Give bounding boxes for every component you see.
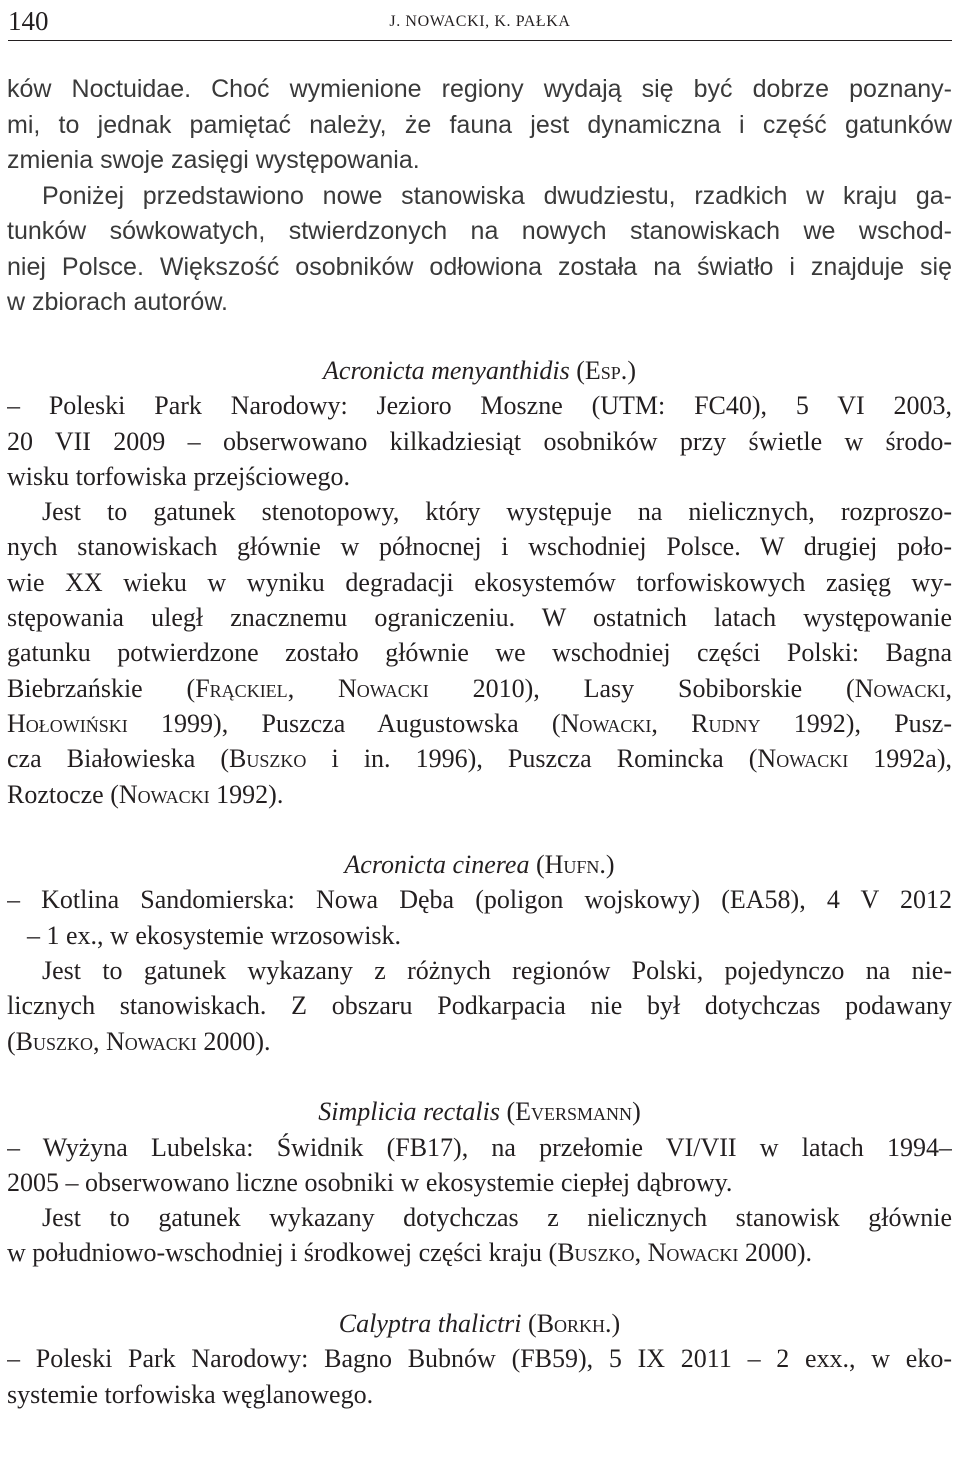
record-line: – Poleski Park Narodowy: Bagno Bubnów (FB59), 5 IX 2011 – 2 exx., w eko- (7, 1344, 952, 1374)
cited-author: Buszko (229, 744, 307, 774)
note-line: licznych stanowiskach. Z obszaru Podkarpacia nie był dotychczas podawany (7, 991, 952, 1021)
text-line: mi, to jednak pamiętać należy, że fauna jest dynamiczna i część gatunków (7, 110, 952, 139)
text-line: tunków sówkowatych, stwierdzonych na nowych stanowiskach we wschod- (7, 217, 952, 245)
running-head: J. NOWACKI, K. PAŁKA (389, 13, 571, 30)
note-line: Jest to gatunek wykazany z różnych regionów Polski, pojedynczo na nie- (42, 956, 952, 986)
note-line: (Buszko, Nowacki 2000). (7, 1026, 271, 1056)
cited-author: Nowacki (106, 1026, 197, 1056)
species-name: Simplicia rectalis (318, 1097, 500, 1127)
note-line: cza Białowieska (Buszko i in. 1996), Puszcza Romincka (Nowacki 1992a), (7, 744, 952, 774)
note-line: Hołowiński 1999), Puszcza Augustowska (Nowacki, Rudny 1992), Pusz- (7, 708, 952, 738)
cited-author: Nowacki (854, 673, 946, 703)
intro-paragraph (7, 72, 952, 321)
cited-author: Nowacki (338, 673, 429, 703)
note-line: stępowania uległ znacznemu ograniczeniu. W ostatnich latach występowanie (7, 603, 952, 633)
species-heading: Acronicta menyanthidis (Esp.) (323, 356, 636, 385)
text-line: w zbiorach autorów. (7, 288, 228, 316)
species-author: Borkh. (536, 1309, 612, 1339)
record-line: – Poleski Park Narodowy: Jezioro Moszne (UTM: FC40), 5 VI 2003, (7, 391, 952, 421)
record-line: systemie torfowiska węglanowego. (7, 1379, 374, 1409)
record-line: 2005 – obserwowano liczne osobniki w ekosystemie ciepłej dąbrowy. (7, 1167, 733, 1197)
cited-author: Buszko (557, 1238, 635, 1268)
text-line: zmienia swoje zasięgi występowania. (7, 146, 420, 174)
text-line: Poniżej przedstawiono nowe stanowiska dwudziestu, rzadkich w kraju ga- (42, 181, 952, 210)
note-line: nych stanowiskach głównie w północnej i wschodniej Polsce. W drugiej poło- (7, 532, 952, 562)
cited-author: Frąckiel (195, 673, 288, 703)
note-line: wie XX wieku w wyniku degradacji ekosystemów torfowiskowych zasięg wy- (7, 567, 952, 597)
cited-author: Rudny (691, 708, 761, 738)
record-line: 20 VII 2009 – obserwowano kilkadziesiąt osobników przy świetle w środo- (7, 426, 952, 456)
cited-author: Nowacki (560, 708, 652, 738)
species-accounts (7, 353, 952, 1412)
note-line: gatunku potwierdzone zostało głównie we wschodniej części Polski: Bagna (7, 638, 952, 668)
cited-author: Hołowiński (7, 708, 128, 738)
cited-author: Nowacki (118, 779, 210, 809)
section-gap (7, 1271, 952, 1306)
text-line: niej Polsce. Większość osobników odłowiona została na światło i znajduje się (7, 252, 952, 281)
record-line: – Kotlina Sandomierska: Nowa Dęba (poligon wojskowy) (EA58), 4 V 2012 (7, 885, 952, 915)
species-heading: Simplicia rectalis (Eversmann) (318, 1097, 641, 1127)
record-line: – Wyżyna Lubelska: Świdnik (FB17), na przełomie VI/VII w latach 1994– (7, 1132, 952, 1162)
species-name: Acronicta cinerea (344, 850, 530, 880)
species-heading: Calyptra thalictri (Borkh.) (338, 1309, 621, 1339)
species-author: Esp. (584, 356, 628, 385)
note-line: Jest to gatunek stenotopowy, który występuje na nielicznych, rozproszo- (42, 497, 952, 527)
note-line: Biebrzańskie (Frąckiel, Nowacki 2010), Lasy Sobiborskie (Nowacki, (7, 673, 952, 703)
cited-author: Nowacki (757, 744, 849, 774)
cited-author: Buszko (15, 1026, 94, 1056)
record-line: wisku torfowiska przejściowego. (7, 461, 350, 491)
section-gap (7, 1059, 952, 1094)
species-author: Hufn. (544, 850, 606, 880)
species-name: Calyptra thalictri (338, 1309, 522, 1339)
species-heading: Acronicta cinerea (Hufn.) (344, 850, 615, 880)
species-author: Eversmann (515, 1097, 633, 1127)
page-header (8, 4, 952, 41)
note-line: Roztocze (Nowacki 1992). (7, 779, 284, 809)
species-name: Acronicta menyanthidis (323, 356, 570, 385)
cited-author: Nowacki (647, 1238, 739, 1268)
record-line: – 1 ex., w ekosystemie wrzosowisk. (27, 920, 402, 950)
note-line: Jest to gatunek wykazany dotychczas z nielicznych stanowisk głównie (42, 1203, 952, 1233)
page-number: 140 (8, 6, 49, 36)
note-line: w południowo-wschodniej i środkowej części kraju (Buszko, Nowacki 2000). (7, 1238, 813, 1268)
section-gap (7, 812, 952, 847)
text-line: ków Noctuidae. Choć wymienione regiony wydają się być dobrze poznany- (7, 75, 952, 103)
